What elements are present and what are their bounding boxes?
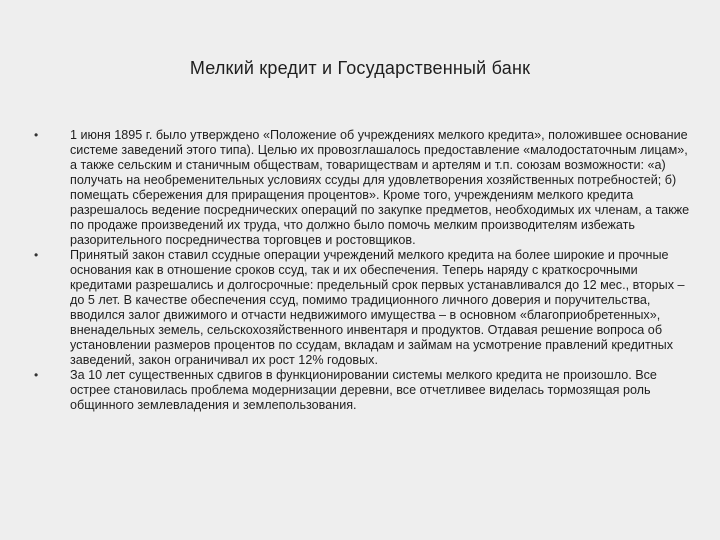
bullet-text: За 10 лет существенных сдвигов в функционировании системы мелкого кредита не произошло. Все острее становилась проблема модернизации деревни, все отчетливее виделась тормозящая роль общинного землевладения и землепользования.: [70, 368, 657, 412]
bullet-text: 1 июня 1895 г. было утверждено «Положение об учреждениях мелкого кредита», положившее основание системе заведений этого типа). Целью их провозглашалось предоставление «малодостаточным лицам», а также сельским и станичным обществам, товариществам и артелям и т.п. союзам возможности: «а) получать на необременительных условиях ссуды для удовлетворения хозяйственных потребностей; б) помещать сбережения для приращения процентов». Кроме того, учреждениям мелкого кредита разрешалось ведение посреднических операций по закупке предметов, необходимых их членам, а также по продаже произведений их труда, что должно было помочь мелким производителям избежать разорительного посредничества торговцев и ростовщиков.: [70, 128, 690, 247]
bullet-item: [34, 248, 698, 368]
bullet-marker: •: [34, 248, 39, 262]
bullet-list: [34, 128, 698, 413]
bullet-item: [34, 128, 698, 248]
bullet-marker: •: [34, 368, 39, 382]
bullet-marker: •: [34, 128, 39, 142]
bullet-text: Принятый закон ставил ссудные операции учреждений мелкого кредита на более широкие и прочные основания как в отношение сроков ссуд, так и их обеспечения. Теперь наряду с краткосрочными кредитами разрешались и долгосрочные: предельный срок первых устанавливался до 12 мес., вторых – до 5 лет. В качестве обеспечения ссуд, помимо традиционного личного доверия и поручительства, вводился залог движимого и отчасти недвижимого имущества – в основном «благоприобретенных», вненадельных земель, сельскохозяйственного инвентаря и продуктов. Отдавая решение вопроса об установлении размеров процентов по ссудам, вкладам и займам на усмотрение правлений кредитных заведений, закон ограничивал их рост 12% годовых.: [70, 248, 685, 367]
bullet-item: [34, 368, 698, 413]
slide-title: Мелкий кредит и Государственный банк: [189, 58, 531, 78]
